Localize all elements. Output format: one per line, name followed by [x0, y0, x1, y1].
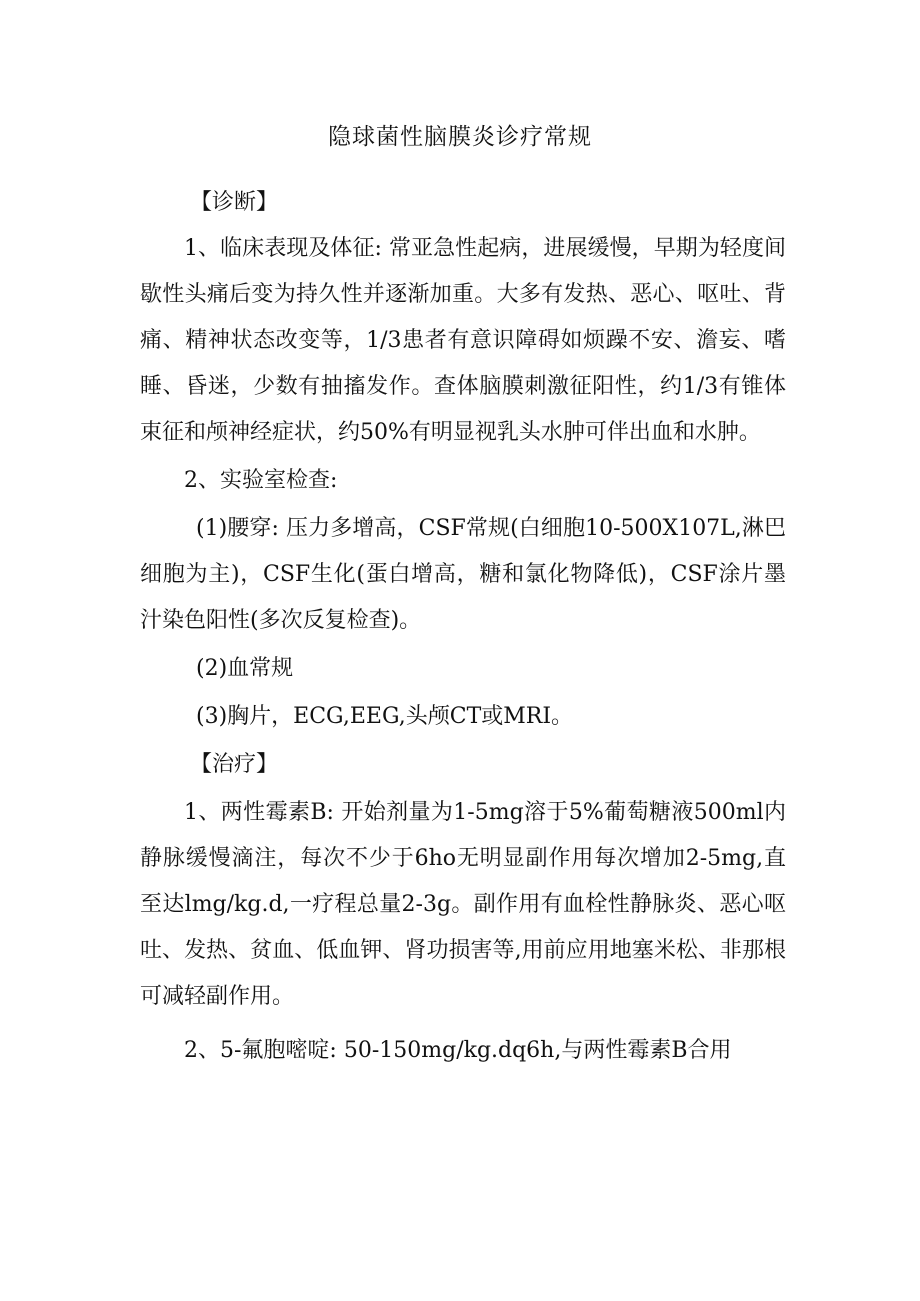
diagnosis-clinical-paragraph: 1、临床表现及体征: 常亚急性起病，进展缓慢，早期为轻度间歇性头痛后变为持久性并逐渐加重。大多有发热、恶心、呕吐、背痛、精神状态改变等，1/3患者有意识障碍如烦躁不安、澹妄、嗜睡、昏迷，少数有抽搐发作。查体脑膜刺激征阳性，约1/3有锥体束征和颅神经症状，约50%有明显视乳头水肿可伴出血和水肿。 [140, 236, 786, 445]
diagnosis-heading: 【诊断】 [190, 190, 279, 215]
treatment-amphotericin-paragraph: 1、两性霉素B: 开始剂量为1-5mg溶于5%葡萄糖液500ml内静脉缓慢滴注，每次不少于6ho无明显副作用每次增加2-5mg,直至达lmg/kg.d,一疗程总量2-3g。副作用有血栓性静脉炎、恶心呕吐、发热、贫血、低血钾、肾功损害等,用前应用地塞米松、非那根可减轻副作用。 [140, 800, 786, 1009]
treatment-flucytosine-paragraph: 2、5-氟胞嘧啶: 50-150mg/kg.dq6h,与两性霉素B合用 [184, 1038, 732, 1063]
diagnosis-lumbar-paragraph: (1)腰穿: 压力多增高，CSF常规(白细胞10-500X107L,淋巴细胞为主)，CSF生化(蛋白增高，糖和氯化物降低)，CSF涂片墨汁染色阳性(多次反复检查)。 [140, 516, 786, 633]
document-body [140, 180, 786, 1074]
diagnosis-lab-paragraph: 2、实验室检查: [184, 468, 338, 493]
treatment-heading: 【治疗】 [190, 752, 279, 777]
document-title: 隐球菌性脑膜炎诊疗常规 [328, 124, 592, 150]
diagnosis-imaging-paragraph: (3)胸片，ECG,EEG,头颅CT或MRI。 [196, 704, 574, 729]
diagnosis-blood-paragraph: (2)血常规 [196, 656, 294, 681]
